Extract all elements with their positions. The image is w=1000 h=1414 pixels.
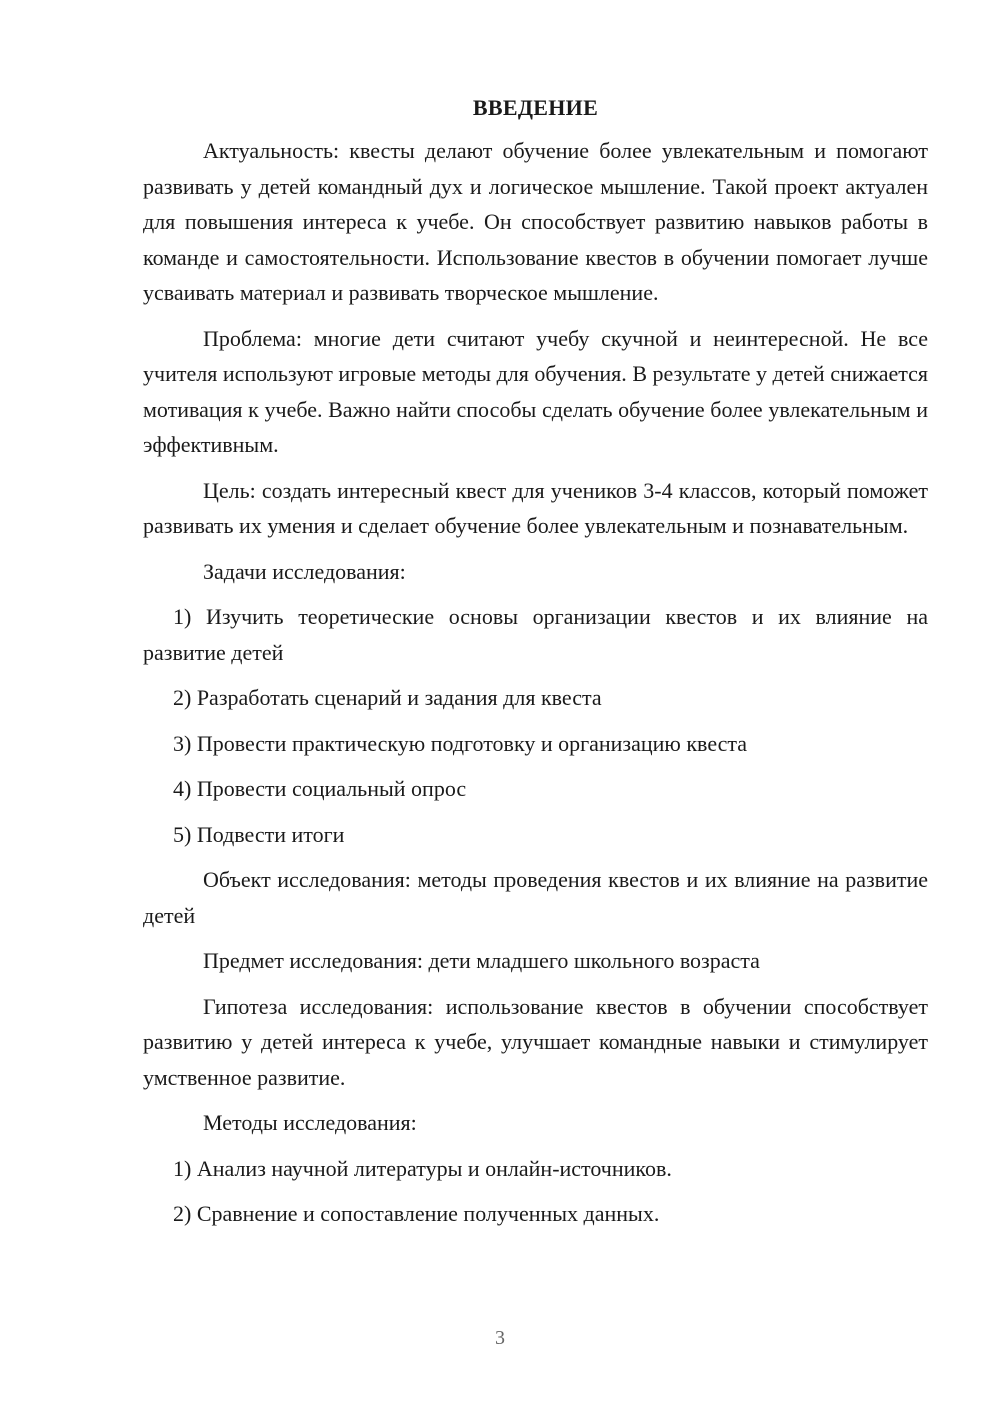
paragraph-subject: Предмет исследования: дети младшего школьного возраста xyxy=(203,948,760,973)
methods-heading: Методы исследования: xyxy=(203,1110,417,1135)
task-item-1: 1) Изучить теоретические основы организации квестов и их влияние на развитие детей xyxy=(143,604,928,665)
paragraph-hypothesis: Гипотеза исследования: использование квестов в обучении способствует развитию у детей интереса к учебе, улучшает командные навыки и стимулирует умственное развитие. xyxy=(143,993,928,1090)
tasks-heading: Задачи исследования: xyxy=(203,558,406,584)
task-item-5: 5) Подвести итоги xyxy=(173,821,345,847)
page-number: 3 xyxy=(495,1327,505,1349)
task-item-2: 2) Разработать сценарий и задания для квеста xyxy=(173,685,602,710)
task-item-3: 3) Провести практическую подготовку и организацию квеста xyxy=(173,730,748,756)
paragraph-goal: Цель: создать интересный квест для учеников 3-4 классов, который поможет развивать их умения и сделает обучение более увлекательным и познавательным. xyxy=(143,477,928,538)
paragraph-problem: Проблема: многие дети считают учебу скучной и неинтересной. Не все учителя используют игровые методы для обучения. В результате у детей снижается мотивация к учебе. Важно найти способы сделать обучение более увлекательным и эффективным. xyxy=(143,325,928,457)
section-title: ВВЕДЕНИЕ xyxy=(472,95,599,120)
method-item-1: 1) Анализ научной литературы и онлайн-источников. xyxy=(173,1155,672,1181)
task-item-4: 4) Провести социальный опрос xyxy=(173,776,467,801)
method-item-2: 2) Сравнение и сопоставление полученных данных. xyxy=(173,1201,660,1226)
paragraph-relevance: Актуальность: квесты делают обучение более увлекательным и помогают развивать у детей командный дух и логическое мышление. Такой проект актуален для повышения интереса к учебе. Он способствует развитию навыков работы в команде и самостоятельности. Использование квестов в обучении помогает лучше усваивать материал и развивать творческое мышление. xyxy=(143,138,928,305)
paragraph-object: Объект исследования: методы проведения квестов и их влияние на развитие детей xyxy=(143,867,928,928)
document-page xyxy=(143,90,928,1242)
